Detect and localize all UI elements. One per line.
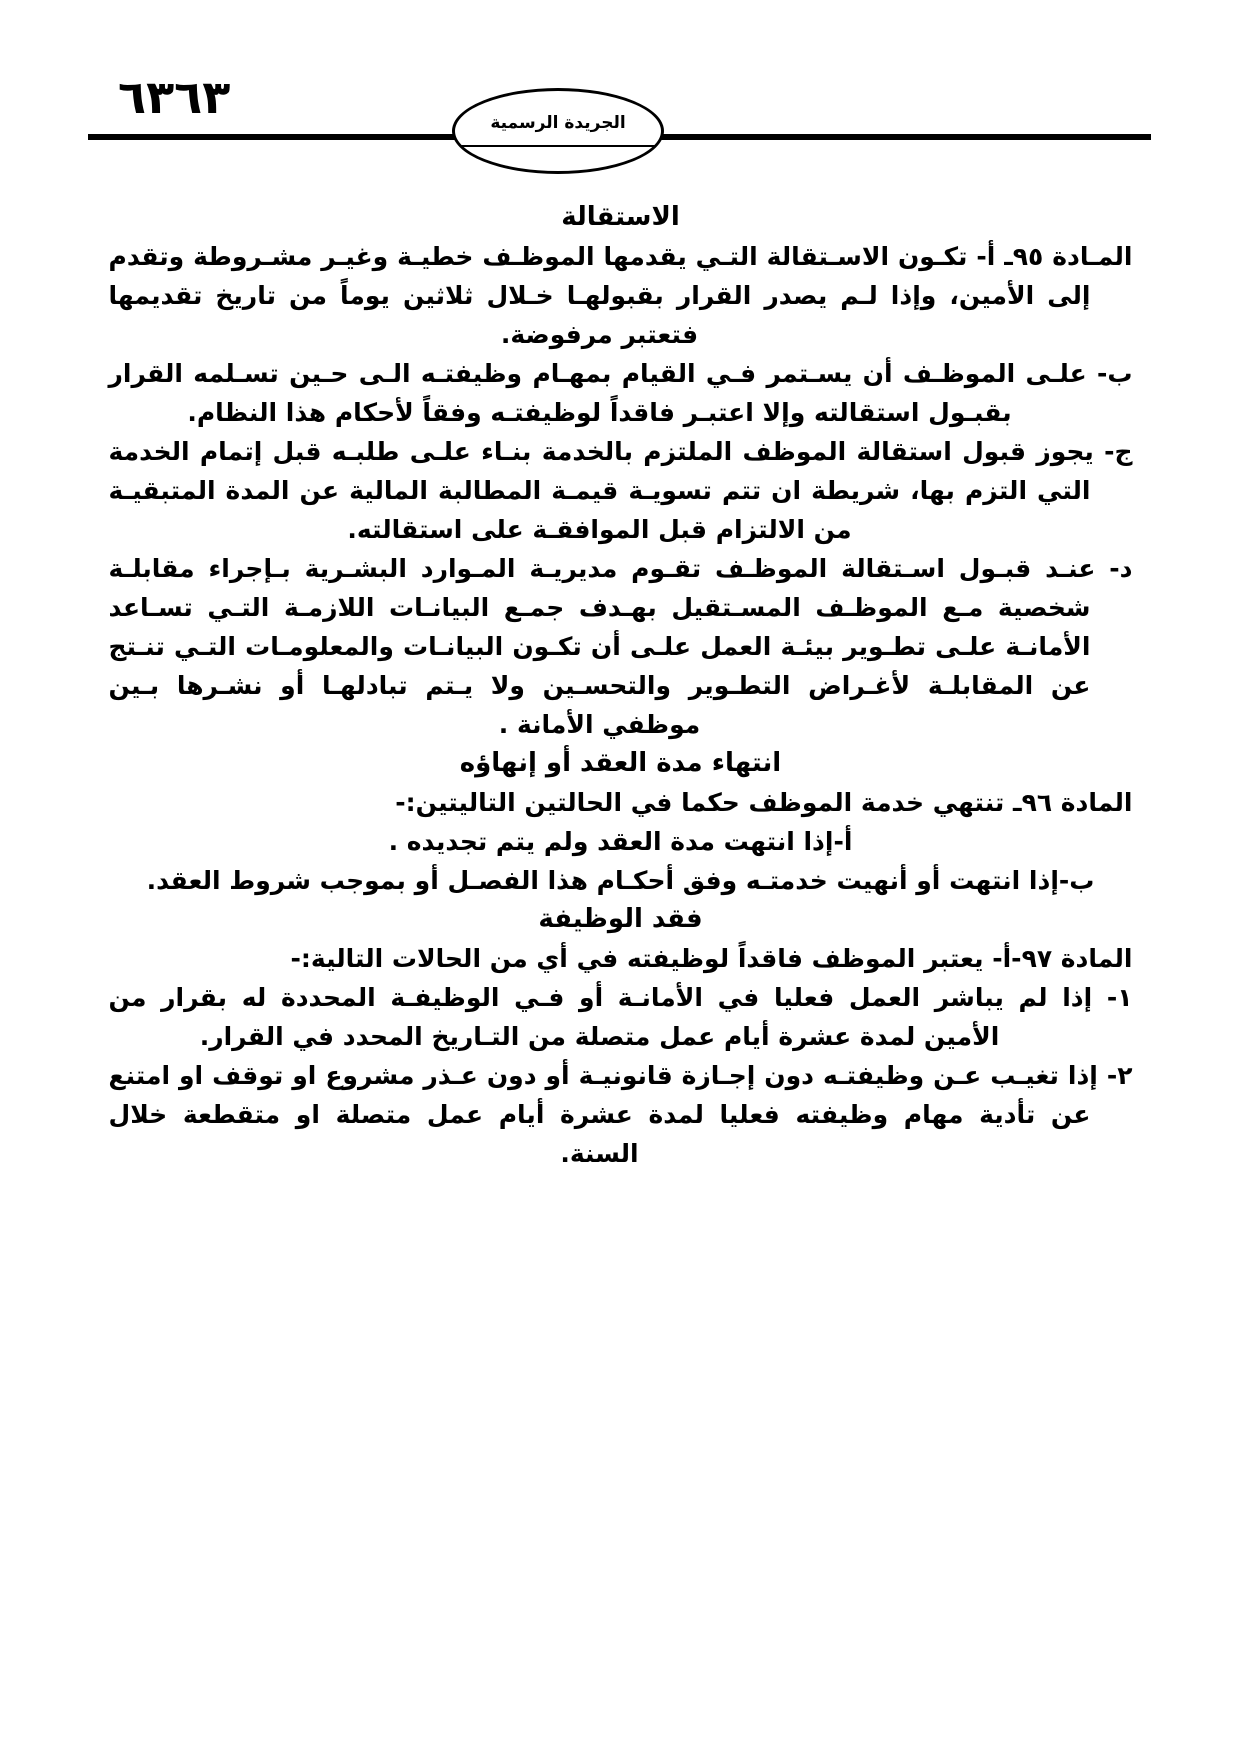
gazette-seal-line <box>460 145 656 147</box>
gazette-seal <box>452 88 664 174</box>
article-97-item-2: ٢- إذا تغيـب عـن وظيفتـه دون إجـازة قانونيـة أو دون عـذر مشروع او توقف او امتنع عن تأدية مهام وظيفته فعليا لمدة عشرة أيام عمل متصلة او متقطعة خلال السنة. <box>108 1061 1133 1168</box>
article-96-clause-a: أ-إذا انتهت مدة العقد ولم يتم تجديده . <box>388 827 853 856</box>
section-heading-contract-end: انتهاء مدة العقد أو إنهاؤه <box>459 748 782 778</box>
page-header <box>0 0 1241 198</box>
article-95-clause-a: المـادة ٩٥ـ أ- تكـون الاسـتقالة التـي يقدمها الموظـف خطيـة وغيـر مشـروطة وتقدم إلى الأمين، وإذا لـم يصدر القرار بقبولهـا خـلال ثلاثين يوماً من تاريخ تقديمها فتعتبر مرفوضة. <box>108 242 1133 349</box>
article-96-clause-b: ب-إذا انتهت أو أنهيت خدمتـه وفق أحكـام هذا الفصـل أو بموجب شروط العقد. <box>146 866 1095 895</box>
article-97-item-1: ١- إذا لم يباشر العمل فعليا في الأمانـة أو فـي الوظيفـة المحددة له بقرار من الأمين لمدة عشرة أيام عمل متصلة من التـاريخ المحدد في القرار. <box>108 983 1133 1051</box>
section-heading-resignation: الاستقالة <box>561 202 680 232</box>
article-95-clause-d: د- عنـد قبـول اسـتقالة الموظـف تقـوم مديريـة المـوارد البشـرية بـإجراء مقابلـة شخصية مـع الموظـف المسـتقيل بهـدف جمـع البيانـات اللازمـة التـي تسـاعد الأمانـة علـى تطـوير بيئـة العمل علـى أن تكـون البيانـات والمعلومـات التـي تنـتج عن المقابلـة لأغـراض التطـوير والتحسـين ولا يـتم تبادلهـا أو نشـرها بـين موظفي الأمانة . <box>108 554 1133 739</box>
page-number: ٦٣٦٣ <box>118 70 231 124</box>
section-heading-job-loss: فقد الوظيفة <box>538 904 703 934</box>
document-body <box>109 198 1133 1173</box>
article-97-intro: المادة ٩٧-أ- يعتبر الموظف فاقداً لوظيفته في أي من الحالات التالية:- <box>290 944 1133 973</box>
article-95-clause-c: ج- يجوز قبول استقالة الموظف الملتزم بالخدمة بنـاء علـى طلبـه قبل إتمام الخدمة التي التزم بها، شريطة ان تتم تسويـة قيمـة المطالبة المالية عن المدة المتبقيـة من الالتزام قبل الموافقـة على استقالته. <box>108 437 1133 544</box>
article-95-clause-b: ب- علـى الموظـف أن يسـتمر فـي القيام بمهـام وظيفتـه الـى حـين تسـلمه القرار بقبـول استقالته وإلا اعتبـر فاقداً لوظيفتـه وفقاً لأحكام هذا النظام. <box>108 359 1133 427</box>
gazette-title: الجريدة الرسمية <box>490 113 626 133</box>
article-96-intro: المادة ٩٦ـ تنتهي خدمة الموظف حكما في الحالتين التاليتين:- <box>395 788 1133 817</box>
